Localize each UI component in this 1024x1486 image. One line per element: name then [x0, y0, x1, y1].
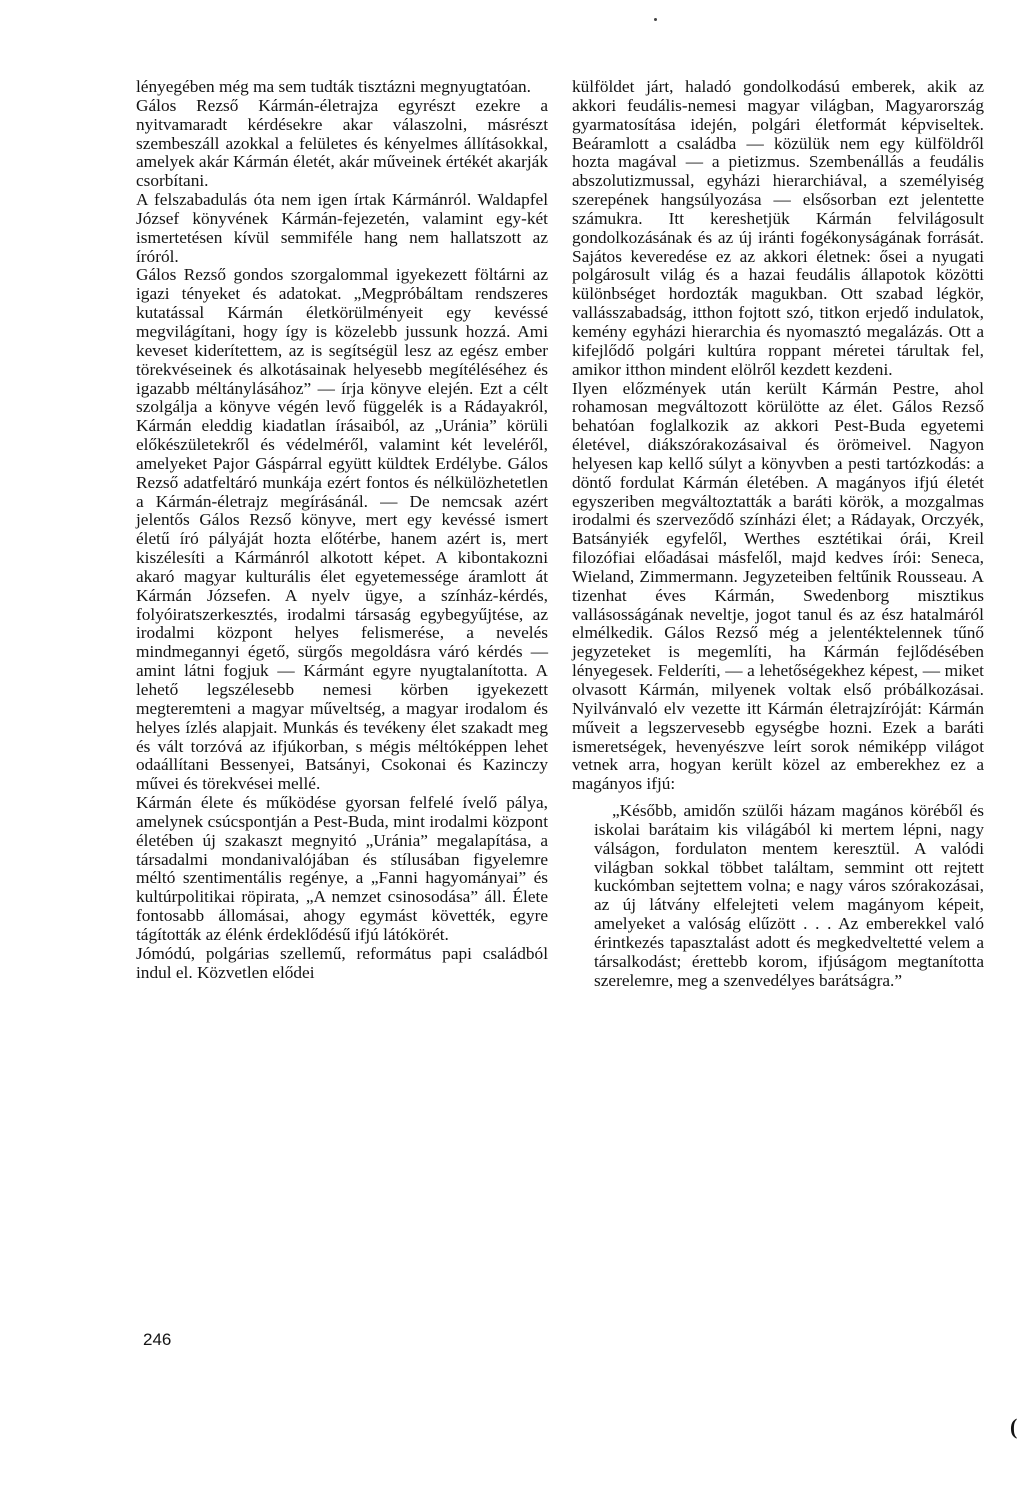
- print-speck: [654, 18, 657, 21]
- paragraph: Ilyen előzmények után került Kármán Pestre, ahol rohamosan megváltozott körülötte az élet. Gálos Rezső behatóan foglalkozik az akkori Pest-Buda egyetemi életével, diákszórakozásaival és örömeivel. Nagyon helyesen kap kellő súlyt a könyvben a pesti tartózkodás: a döntő fordulat Kármán életében. A magányos ifjú életét egyszeriben megváltoztatták a baráti körök, a mozgalmas irodalmi és szerveződő színházi élet; a Rádayak, Orczyék, Batsányiék egyfelől, Werthes esztétikai órái, Kreil filozófiai előadásai másfelől, majd kedves írói: Seneca, Wieland, Zimmermann. Jegyzeteiben feltűnik Rousseau. A tizenhat éves Kármán, Swedenborg misztikus vallásosságának neveltje, jogot tanul és az ész hatalmáról elmélkedik. Gálos Rezső még a jelentéktelennek tűnő jegyzeteket is megemlíti, ha Kármán fejlődésében lényegesek. Felderíti, — a lehetőségekhez képest, — miket olvasott Kármán, milyenek voltak első próbálkozásai. Nyilvánvaló elv vezette itt Kármán életrajzíróját: Kármán műveit a legszervesebb egységbe hozni. Ezek a baráti ismeretségek, hevenyészve leírt sorok némiképp világot vetnek arra, hogyan került közel az emberekhez ez a magányos ifjú:: [572, 378, 984, 794]
- paragraph: külföldet járt, haladó gondolkodású emberek, akik az akkori feudális-nemesi magyar világban, Magyarország gyarmatosítása idején, polgári életformát képviseltek. Beáramlott a családba — közülük nem egy külföldről hozta magával — a pietizmus. Szembenállás a feudális abszolutizmussal, egyházi hierarchiával, a személyiség szerepének hangsúlyozása — elsősorban ezt jelentette számukra. Itt kereshetjük Kármán felvilágosult gondolkozásának és az új iránti fogékonyságának forrását. Sajátos keveredése ez az akkori életnek: ősei a nyugati polgárosult világ és a hazai feudális állapotok közötti különbséget hordozták magukban. Ott szabad légkör, vallásszabadság, itthon fojtott szó, titkon erjedő indulatok, kemény egyházi hierarchia és nyomasztó megalázás. Ott a kifejlődő polgári kultúra roppant méretei tárultak fel, amikor itthon mindent elölről kezdett kezdeni.: [572, 77, 984, 379]
- paragraph: Gálos Rezső Kármán-életrajza egyrészt ezekre a nyitvamaradt kérdésekre akar válaszolni, másrészt szembeszáll azokkal a felületes és kényelmes állításokkal, amelyek akár Kármán életét, akár műveinek értékét akarják csorbítani.: [136, 95, 548, 191]
- paragraph: A felszabadulás óta nem igen írtak Kármánról. Waldapfel József könyvének Kármán-fejezetén, valamint egy-két ismertetésen kívül semmiféle hang nem hallatszott az íróról.: [136, 190, 548, 266]
- paragraph: Jómódú, polgárias szellemű, református papi családból indul el. Közvetlen elődei: [136, 943, 548, 982]
- paragraph: Kármán élete és működése gyorsan felfelé ívelő pálya, amelynek csúcspontján a Pest-Buda, mint irodalmi központ életében új szakaszt megnyitó „Uránia” megalapítása, a társadalmi mondanivalójában és stílusában figyelemre méltó szentimentális regénye, a „Fanni hagyományai” és kultúrpolitikai röpirata, „A nemzet csinosodása” áll. Élete fontosabb állomásai, ahogy egymást követték, egyre tágították az élénk érdeklődésű ifjú látókörét.: [136, 793, 548, 944]
- page-number: 246: [143, 1330, 172, 1349]
- block-quote: „Később, amidőn szülői házam magános köréből és iskolai barátaim kis világából ki mertem lépni, nagy válságon, fordulaton mentem keresztül. A valódi világban sokkal többet találtam, semmint ott rejtett kuckómban sejtettem volna; e nagy város szórakozásai, az új látvány elfelejteti velem magányom képeit, amelyeket a valóság elűzött . . . Az emberekkel való érintkezés tapasztalást adott és megkedveltetté velem a társalkodást; érettebb korom, ifjúságom megtanította szerelemre, meg a szenvedélyes barátságra.”: [594, 801, 984, 990]
- right-text-column: [572, 78, 984, 991]
- margin-mark: (: [1010, 1414, 1018, 1439]
- paragraph: Gálos Rezső gondos szorgalommal igyekezett föltárni az igazi tényeket és adatokat. „Megpróbáltam rendszeres kutatással Kármán életkörülményeit egy kevéssé megvilágítani, hogy így is közelebb jussunk hozzá. Ami keveset kiderítettem, az is segítségül lesz az egész ember törekvéseinek és alkotásainak helyesebb megítéléséhez és igazabb méltánylásához” — írja könyve elején. Ezt a célt szolgálja a könyve végén levő függelék is a Rádayakról, Kármán eleddig kiadatlan írásaiból, az „Uránia” körüli előkészületekről és védelméről, valamint két leveléről, amelyeket Pajor Gáspárral együtt küldtek Erdélybe. Gálos Rezső adatfeltáró munkája ezért fontos és nélkülözhetetlen a Kármán-életrajz megírásánál. — De nemcsak azért jelentős Gálos Rezső könyve, mert egy kevéssé ismert életű író pályáját hozta előtérbe, hanem azért is, mert kiszélesíti a Kármánról alkotott képet. A kibontakozni akaró magyar kulturális élet egyetemessége áramlott át Kármán Józsefen. A nyelv ügye, a színház-kérdés, folyóiratszerkesztés, irodalmi társaság egybegyűjtése, az irodalmi központ helyes felismerése, a nevelés mindmegannyi égető, sürgős megoldásra váró kérdés — amint látni fogjuk — Kármánt egyre nyugtalanította. A lehető legszélesebb nemesi körben igyekezett megteremteni a magyar műveltség, a magyar irodalom és helyes ízlés alapjait. Munkás és tevékeny élet szakadt meg és vált torzóvá az ifjúkorban, s mégis méltóképpen lehet odaállítani Bessenyei, Batsányi, Csokonai és Kazinczy művei és törekvései mellé.: [136, 265, 548, 794]
- paragraph: lényegében még ma sem tudták tisztázni megnyugtatóan.: [136, 77, 531, 96]
- left-text-column: [136, 78, 548, 983]
